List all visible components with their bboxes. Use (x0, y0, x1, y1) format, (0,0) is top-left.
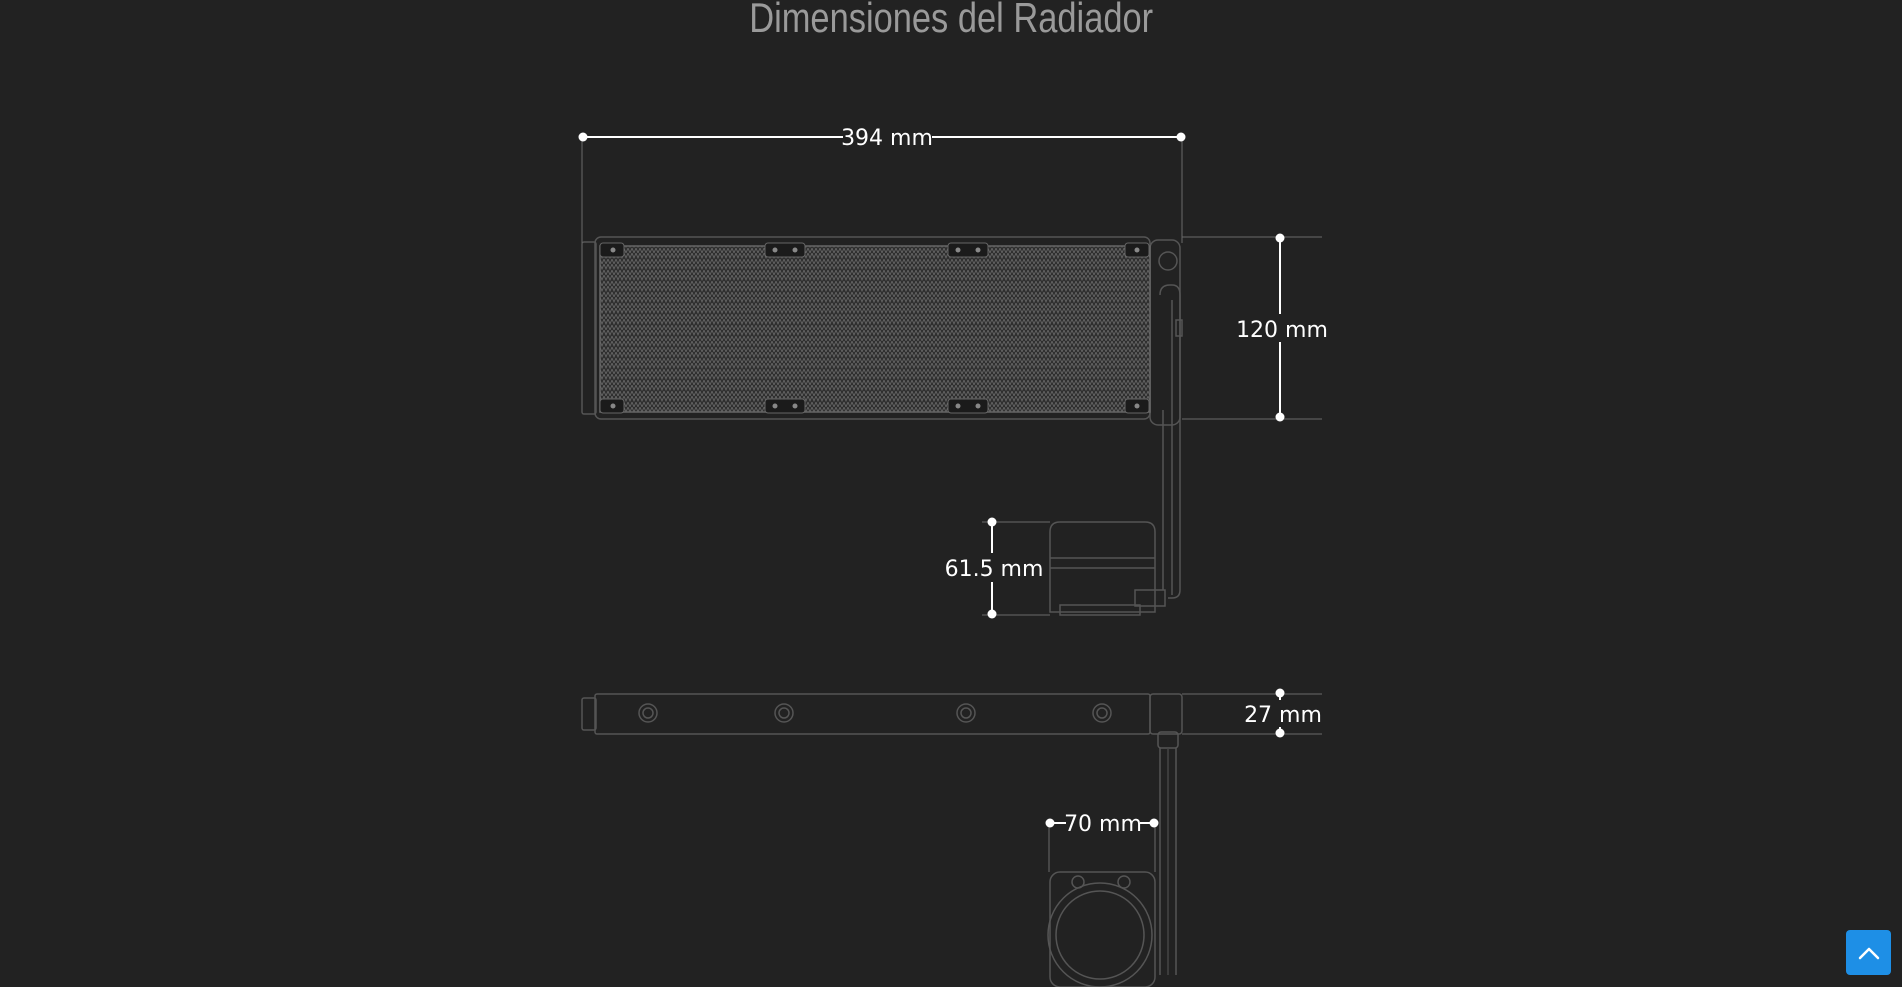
thickness-dimension-label: 27 mm (1244, 703, 1322, 728)
radiator-top-view (582, 694, 1182, 734)
page-title: Dimensiones del Radiador (749, 0, 1154, 41)
radiator-end-cap-left (582, 242, 596, 414)
back-to-top-button[interactable] (1846, 930, 1891, 975)
pump-top-view (1048, 872, 1155, 987)
radiator-top-body (595, 694, 1150, 734)
dimension-height (1236, 234, 1328, 422)
dimension-pump-width (1046, 812, 1159, 837)
width-dimension-label: 394 mm (841, 126, 933, 151)
pump-side-view (1050, 522, 1165, 615)
pump-height-dimension-label: 61.5 mm (944, 557, 1044, 582)
pump-width-dimension-label: 70 mm (1064, 812, 1142, 837)
dimension-pump-height (945, 518, 1044, 619)
dimension-width (579, 126, 1186, 151)
coolant-tubes-top (1158, 732, 1178, 975)
radiator-fins (600, 246, 1150, 412)
radiator-front-view (582, 237, 1180, 425)
chevron-up-icon (1858, 946, 1880, 960)
height-dimension-label: 120 mm (1236, 318, 1328, 343)
dimension-thickness (1244, 689, 1322, 738)
